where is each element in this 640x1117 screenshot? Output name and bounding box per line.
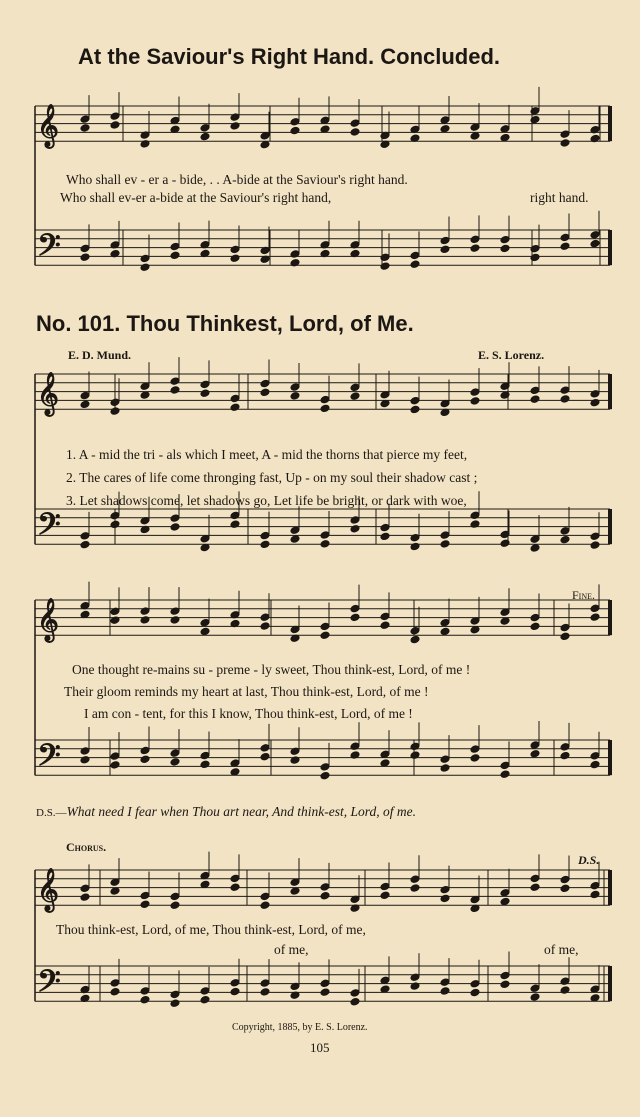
page-number: 105 bbox=[310, 1040, 330, 1055]
lyric-line-1: Who shall ev - er a - bide, . . A-bide at the Saviour's right hand. bbox=[66, 172, 408, 187]
svg-text:𝄢: 𝄢 bbox=[37, 963, 61, 1007]
hymn-title: No. 101. Thou Thinkest, Lord, of Me. bbox=[36, 311, 414, 336]
verse-1-line: 1. A - mid the tri - als which I meet, A - mid the thorns that pierce my feet, bbox=[66, 447, 468, 462]
verse-3-line: 3. Let shadows come, let shadows go, Let life be bright, or dark with woe, bbox=[66, 493, 467, 508]
chorus-label: Chorus. bbox=[66, 840, 107, 854]
composer-credit: E. S. Lorenz. bbox=[478, 348, 545, 362]
chorus-line-2a: of me, bbox=[274, 942, 309, 957]
chorus-line-2b: of me, bbox=[544, 942, 579, 957]
svg-text:𝄞: 𝄞 bbox=[37, 867, 59, 911]
ds-prefix: D.S.— bbox=[36, 807, 67, 819]
lyric-line-2-end: right hand. bbox=[530, 190, 589, 205]
lyric-line-2: Who shall ev-er a-bide at the Saviour's right hand, bbox=[60, 190, 332, 205]
verse-end-1: One thought re-mains su - preme - ly sweet, Thou think-est, Lord, of me ! bbox=[72, 662, 471, 677]
verse-end-2: Their gloom reminds my heart at last, Thou think-est, Lord, of me ! bbox=[64, 684, 429, 699]
fine-label: Fine. bbox=[572, 588, 596, 602]
ds-line bbox=[36, 804, 416, 820]
ds-text: What need I fear when Thou art near, And think-est, Lord, of me. bbox=[66, 804, 417, 819]
verse-end-3: I am con - tent, for this I know, Thou think-est, Lord, of me ! bbox=[84, 706, 413, 721]
ds-marker: D.S. bbox=[578, 853, 600, 867]
svg-text:𝄢: 𝄢 bbox=[37, 737, 61, 781]
svg-text:𝄢: 𝄢 bbox=[37, 227, 61, 271]
svg-text:𝄞: 𝄞 bbox=[37, 103, 59, 147]
svg-text:𝄢: 𝄢 bbox=[37, 506, 61, 550]
section-title: At the Saviour's Right Hand. Concluded. bbox=[78, 44, 501, 69]
copyright: Copyright, 1885, by E. S. Lorenz. bbox=[232, 1022, 368, 1033]
author-credit: E. D. Mund. bbox=[68, 348, 132, 362]
verse-2-line: 2. The cares of life come thronging fast, Up - on my soul their shadow cast ; bbox=[66, 470, 478, 485]
chorus-line-1: Thou think-est, Lord, of me, Thou think-est, Lord, of me, bbox=[56, 922, 366, 937]
svg-text:𝄞: 𝄞 bbox=[37, 371, 59, 415]
svg-text:𝄞: 𝄞 bbox=[37, 597, 59, 641]
